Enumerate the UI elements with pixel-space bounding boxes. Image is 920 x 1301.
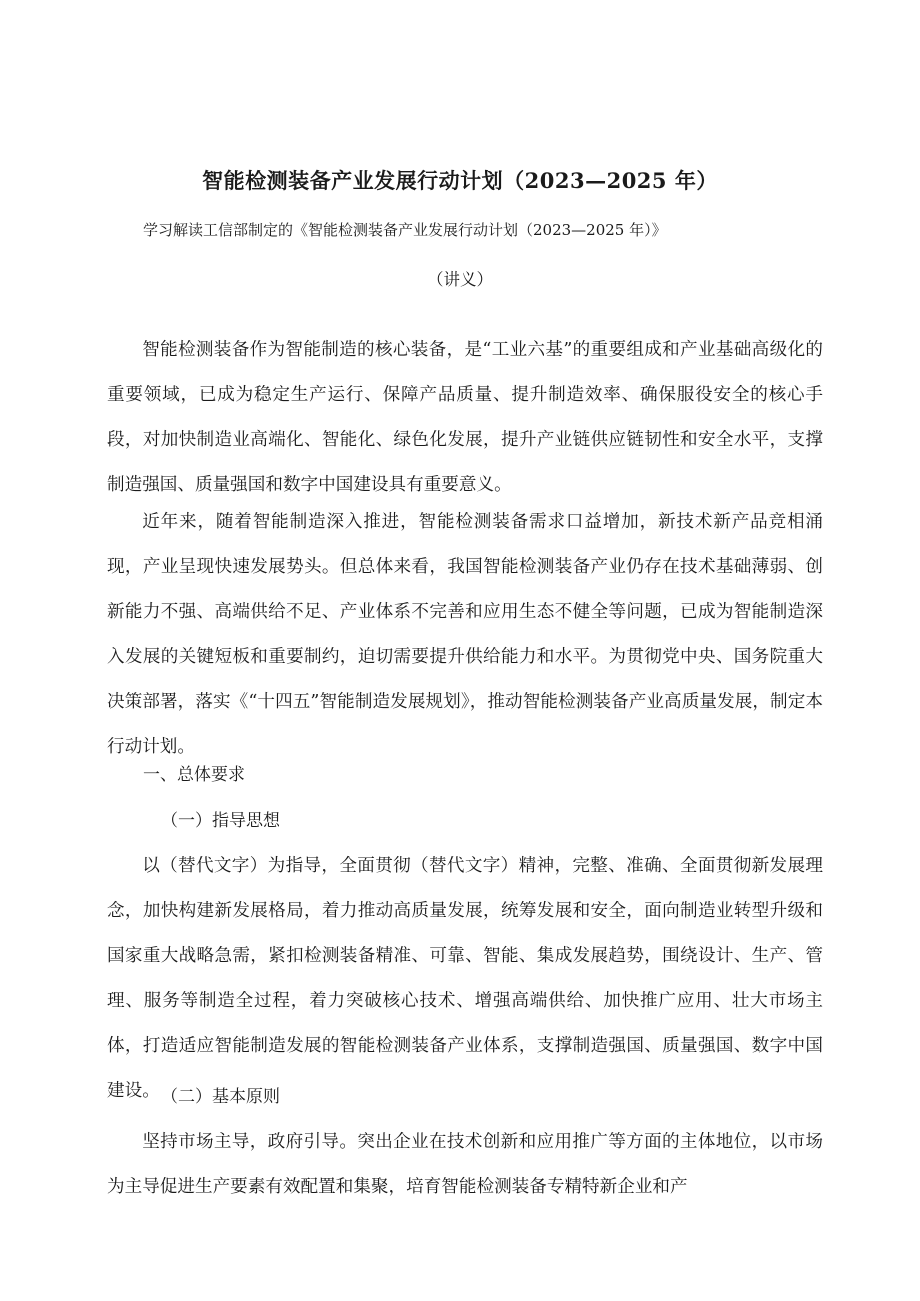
- document-title: 智能检测装备产业发展行动计划（2023—2025 年）: [202, 168, 718, 193]
- paragraph-basic-principles: 坚持市场主导，政府引导。突出企业在技术创新和应用推广等方面的主体地位，以市场为主导促进生产要素有效配置和集聚，培育智能检测装备专精特新企业和产: [107, 1132, 823, 1197]
- paragraph-intro: 智能检测装备作为智能制造的核心装备，是“工业六基”的重要组成和产业基础高级化的重要领域，已成为稳定生产运行、保障产品质量、提升制造效率、确保服役安全的核心手段，对加快制造业高端化、智能化、绿色化发展，提升产业链供应链韧性和安全水平，支撑制造强国、质量强国和数字中国建设具有重要意义。: [107, 340, 823, 495]
- subsection-heading-basic-principles: （二）基本原则: [161, 1087, 280, 1107]
- paragraph-guiding-thought: 以（替代文字）为指导，全面贯彻（替代文字）精神，完整、准确、全面贯彻新发展理念，加快构建新发展格局，着力推动高质量发展，统筹发展和安全，面向制造业转型升级和国家重大战略急需，紧扣检测装备精准、可靠、智能、集成发展趋势，围绕设计、生产、管理、服务等制造全过程，着力突破核心技术、增强高端供给、加快推广应用、壮大市场主体，打造适应智能制造发展的智能检测装备产业体系，支撑制造强国、质量强国、数字中国建设。: [107, 856, 823, 1101]
- section-heading-general-requirements: 一、总体要求: [143, 765, 245, 785]
- subsection-heading-guiding-thought: （一）指导思想: [161, 811, 280, 831]
- document-subtitle: 学习解读工信部制定的《智能检测装备产业发展行动计划（2023—2025 年）》: [143, 221, 667, 239]
- lecture-label: （讲义）: [427, 270, 493, 289]
- paragraph-background: 近年来，随着智能制造深入推进，智能检测装备需求口益增加，新技术新产品竞相涌现，产业呈现快速发展势头。但总体来看，我国智能检测装备产业仍存在技术基础薄弱、创新能力不强、高端供给不足、产业体系不完善和应用生态不健全等问题，已成为智能制造深入发展的关键短板和重要制约，迫切需要提升供给能力和水平。为贯彻党中央、国务院重大决策部署，落实《“十四五”智能制造发展规划》，推动智能检测装备产业高质量发展，制定本行动计划。: [107, 512, 823, 757]
